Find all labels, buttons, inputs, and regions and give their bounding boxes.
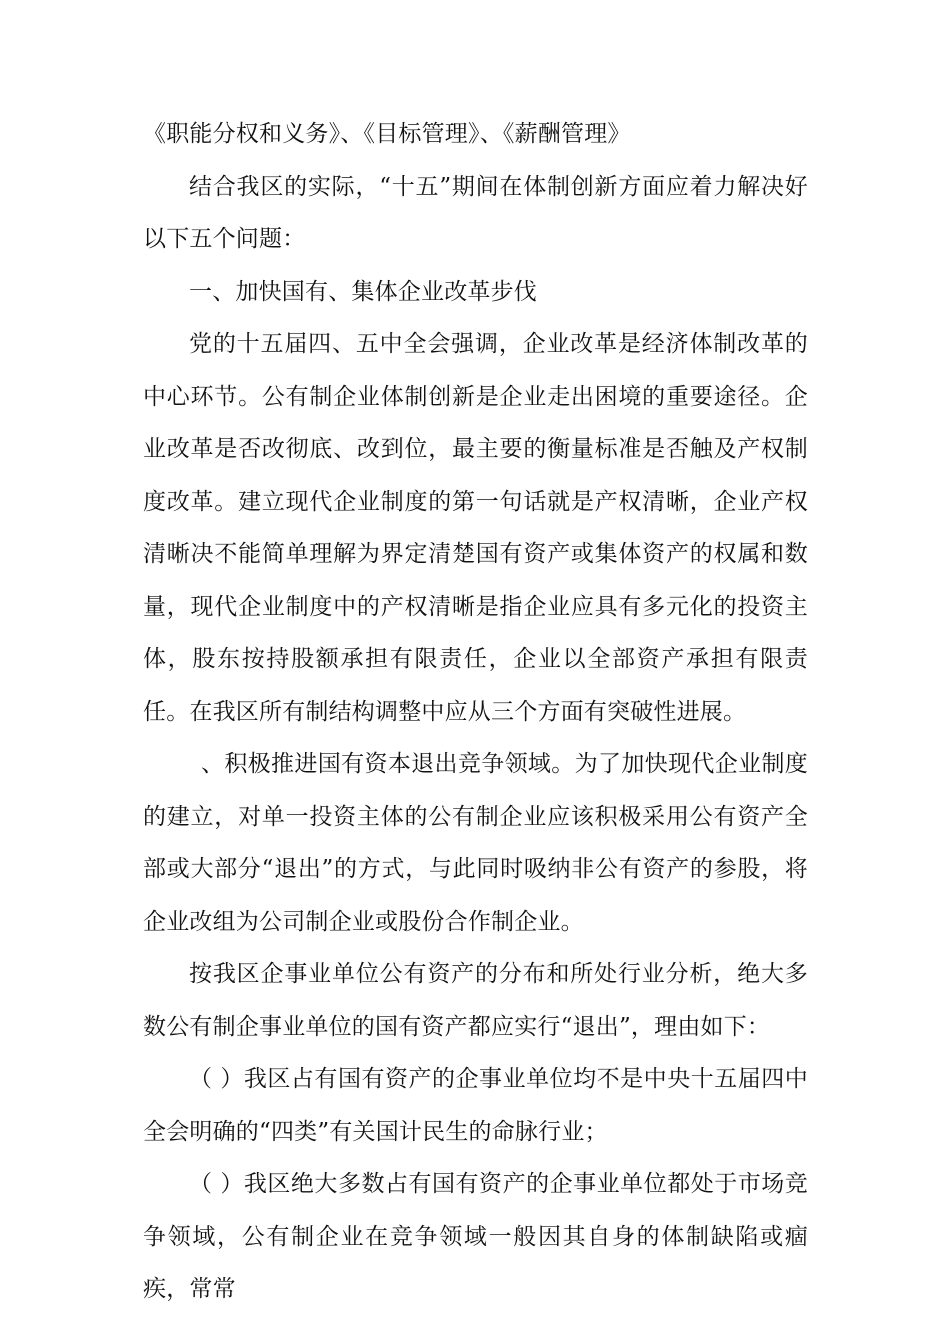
paragraph-intro: 结合我区的实际，“十五”期间在体制创新方面应着力解决好以下五个问题： <box>143 173 808 252</box>
section-heading: 一、加快国有、集体企业改革步伐 <box>189 278 537 305</box>
paragraph-state-capital-exit: 、积极推进国有资本退出竞争领域。为了加快现代企业制度的建立，对单一投资主体的公有制企业应该积极采用公有资产全部或大部分“退出”的方式，与此同时吸纳非公有资产的参股，将企业改组为公司制企业或股份合作制企业。 <box>143 751 808 935</box>
paragraph-enterprise-reform: 党的十五届四、五中全会强调，企业改革是经济体制改革的中心环节。公有制企业体制创新是企业走出困境的重要途径。企业改革是否改彻底、改到位，最主要的衡量标准是否触及产权制度改革。建立现代企业制度的第一句话就是产权清晰，企业产权清晰决不能简单理解为界定清楚国有资产或集体资产的权属和数量，现代企业制度中的产权清晰是指企业应具有多元化的投资主体，股东按持股额承担有限责任，企业以全部资产承担有限责任。在我区所有制结构调整中应从三个方面有突破性进展。 <box>143 331 808 725</box>
paragraph-reason-2: （ ）我区绝大多数占有国有资产的企事业单位都处于市场竞争领域，公有制企业在竞争领域一般因其自身的体制缺陷或痼疾，常常 <box>143 1171 808 1302</box>
document-body <box>143 108 808 1316</box>
paragraph-heading-line: 《职能分权和义务》、《目标管理》、《薪酬管理》 <box>143 121 631 147</box>
paragraph-reason-1: （ ）我区占有国有资产的企事业单位均不是中央十五届四中全会明确的“四类”有关国计民生的命脉行业； <box>143 1066 808 1145</box>
paragraph-analysis: 按我区企事业单位公有资产的分布和所处行业分析，绝大多数公有制企事业单位的国有资产都应实行“退出”，理由如下： <box>143 961 808 1040</box>
